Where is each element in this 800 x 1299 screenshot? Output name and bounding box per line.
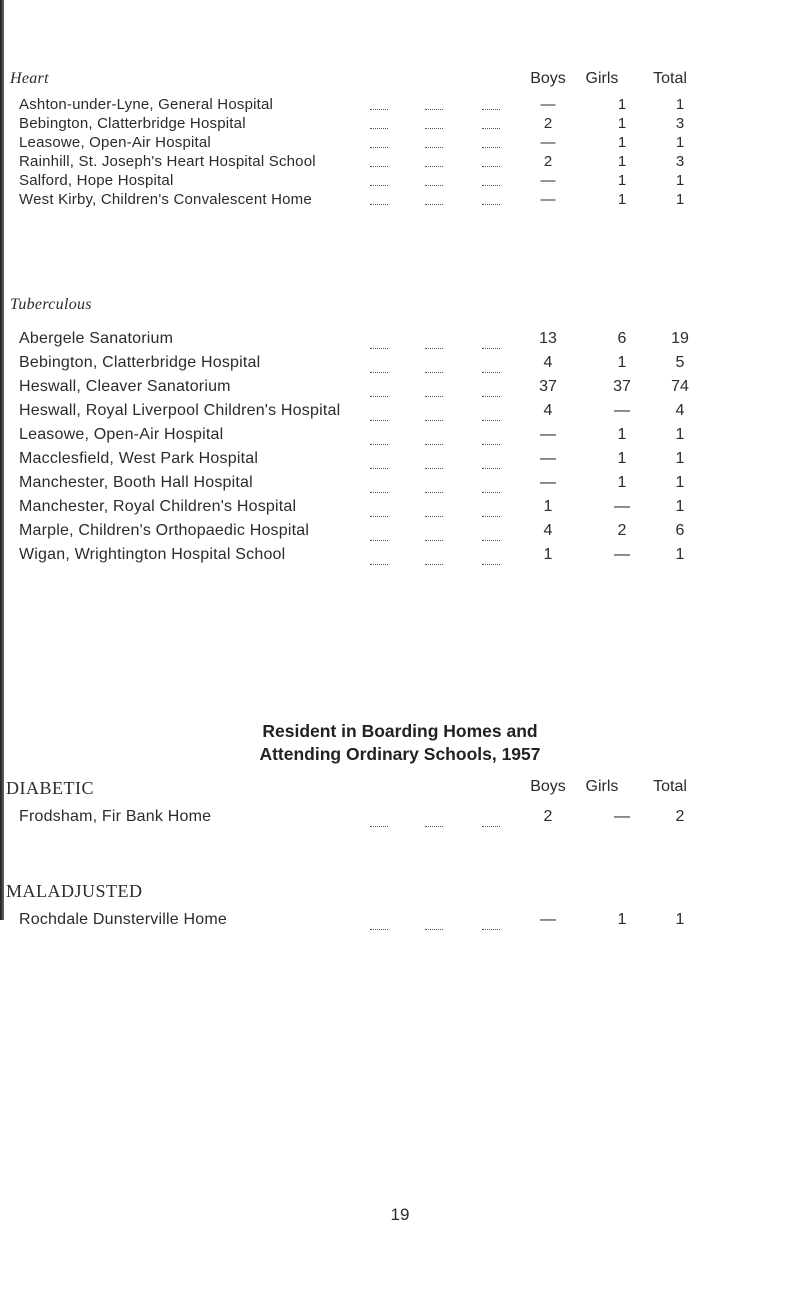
boys-count: 1	[543, 546, 553, 563]
total-count: 1	[675, 911, 685, 928]
table-row	[0, 354, 800, 378]
table-row	[0, 96, 800, 115]
diabetic-total-header: Total	[653, 778, 687, 795]
boys-count: —	[540, 134, 556, 151]
institution-name: Ashton-under-Lyne, General Hospital	[19, 96, 274, 113]
girls-count: 1	[617, 354, 627, 371]
boys-count: 4	[543, 522, 553, 539]
boys-count: —	[540, 911, 556, 928]
total-count: 1	[675, 450, 685, 467]
boys-count: 2	[543, 153, 553, 170]
boys-column-header: Boys	[530, 70, 566, 87]
boys-count: —	[540, 96, 556, 113]
page-number: 19	[390, 1205, 410, 1224]
total-count: 1	[675, 474, 685, 491]
institution-name: Wigan, Wrightington Hospital School	[19, 546, 286, 563]
boarding-heading-line2: Attending Ordinary Schools, 1957	[259, 744, 541, 764]
girls-count: 1	[617, 911, 627, 928]
boys-count: —	[540, 426, 556, 443]
girls-count: 2	[617, 522, 627, 539]
institution-name: Heswall, Cleaver Sanatorium	[19, 378, 231, 395]
total-count: 74	[671, 378, 689, 395]
institution-name: West Kirby, Children's Convalescent Home	[19, 191, 312, 208]
girls-count: —	[614, 808, 630, 825]
boys-count: 2	[543, 115, 553, 132]
total-count: 1	[675, 426, 685, 443]
table-row	[0, 330, 800, 354]
total-count: 1	[675, 96, 685, 113]
institution-name: Leasowe, Open-Air Hospital	[19, 134, 211, 151]
table-row	[0, 450, 800, 474]
tuberculous-rows	[0, 330, 800, 570]
boys-count: —	[540, 450, 556, 467]
maladjusted-section	[0, 881, 800, 935]
table-row	[0, 426, 800, 450]
institution-name: Frodsham, Fir Bank Home	[19, 808, 212, 825]
institution-name: Rochdale Dunsterville Home	[19, 911, 227, 928]
maladjusted-header	[0, 881, 800, 911]
boys-count: 4	[543, 402, 553, 419]
total-count: 1	[675, 172, 685, 189]
tuberculous-title: Tuberculous	[10, 296, 92, 313]
total-count: 3	[675, 153, 685, 170]
total-count: 3	[675, 115, 685, 132]
boys-count: 2	[543, 808, 553, 825]
diabetic-section	[0, 778, 800, 832]
diabetic-title: DIABETIC	[6, 778, 94, 798]
total-count: 1	[675, 498, 685, 515]
total-count: 1	[675, 546, 685, 563]
girls-count: 37	[613, 378, 631, 395]
table-row	[0, 402, 800, 426]
institution-name: Abergele Sanatorium	[19, 330, 174, 347]
girls-count: 1	[617, 474, 627, 491]
tuberculous-header	[0, 296, 800, 330]
institution-name: Salford, Hope Hospital	[19, 172, 174, 189]
total-count: 1	[675, 191, 685, 208]
institution-name: Macclesfield, West Park Hospital	[19, 450, 259, 467]
girls-count: 1	[617, 426, 627, 443]
institution-name: Leasowe, Open-Air Hospital	[19, 426, 224, 443]
institution-name: Manchester, Booth Hall Hospital	[19, 474, 253, 491]
institution-name: Rainhill, St. Joseph's Heart Hospital School	[19, 153, 316, 170]
boys-count: 37	[539, 378, 557, 395]
table-row	[0, 134, 800, 153]
institution-name: Bebington, Clatterbridge Hospital	[19, 354, 261, 371]
table-row	[0, 153, 800, 172]
institution-name: Bebington, Clatterbridge Hospital	[19, 115, 246, 132]
girls-count: 1	[617, 172, 627, 189]
heart-header	[0, 70, 800, 96]
boys-count: —	[540, 474, 556, 491]
boys-count: 1	[543, 498, 553, 515]
institution-name: Heswall, Royal Liverpool Children's Hospital	[19, 402, 341, 419]
maladjusted-title: MALADJUSTED	[6, 881, 143, 901]
girls-count: 1	[617, 115, 627, 132]
girls-column-header: Girls	[585, 70, 619, 87]
diabetic-header	[0, 778, 800, 808]
table-row	[0, 172, 800, 191]
total-count: 4	[675, 402, 685, 419]
boys-count: 13	[539, 330, 557, 347]
total-count: 2	[675, 808, 685, 825]
total-count: 1	[675, 134, 685, 151]
girls-count: 6	[617, 330, 627, 347]
total-column-header: Total	[653, 70, 687, 87]
table-row	[0, 378, 800, 402]
boarding-heading	[170, 720, 630, 766]
table-row	[0, 522, 800, 546]
girls-count: —	[614, 402, 630, 419]
heart-title: Heart	[10, 70, 49, 87]
boys-count: —	[540, 172, 556, 189]
institution-name: Manchester, Royal Children's Hospital	[19, 498, 297, 515]
institution-name: Marple, Children's Orthopaedic Hospital	[19, 522, 310, 539]
boarding-heading-line1: Resident in Boarding Homes and	[262, 721, 538, 741]
girls-count: 1	[617, 134, 627, 151]
girls-count: 1	[617, 450, 627, 467]
girls-count: 1	[617, 153, 627, 170]
diabetic-boys-header: Boys	[530, 778, 566, 795]
table-row	[0, 498, 800, 522]
maladjusted-rows	[0, 911, 800, 935]
heart-rows	[0, 96, 800, 210]
table-row	[0, 911, 800, 935]
boys-count: 4	[543, 354, 553, 371]
tuberculous-section	[0, 296, 800, 570]
diabetic-girls-header: Girls	[585, 778, 619, 795]
boys-count: —	[540, 191, 556, 208]
girls-count: 1	[617, 191, 627, 208]
total-count: 5	[675, 354, 685, 371]
total-count: 6	[675, 522, 685, 539]
table-row	[0, 808, 800, 832]
girls-count: —	[614, 498, 630, 515]
table-row	[0, 191, 800, 210]
diabetic-rows	[0, 808, 800, 832]
table-row	[0, 546, 800, 570]
girls-count: —	[614, 546, 630, 563]
table-row	[0, 474, 800, 498]
total-count: 19	[671, 330, 689, 347]
table-row	[0, 115, 800, 134]
girls-count: 1	[617, 96, 627, 113]
heart-section	[0, 70, 800, 210]
